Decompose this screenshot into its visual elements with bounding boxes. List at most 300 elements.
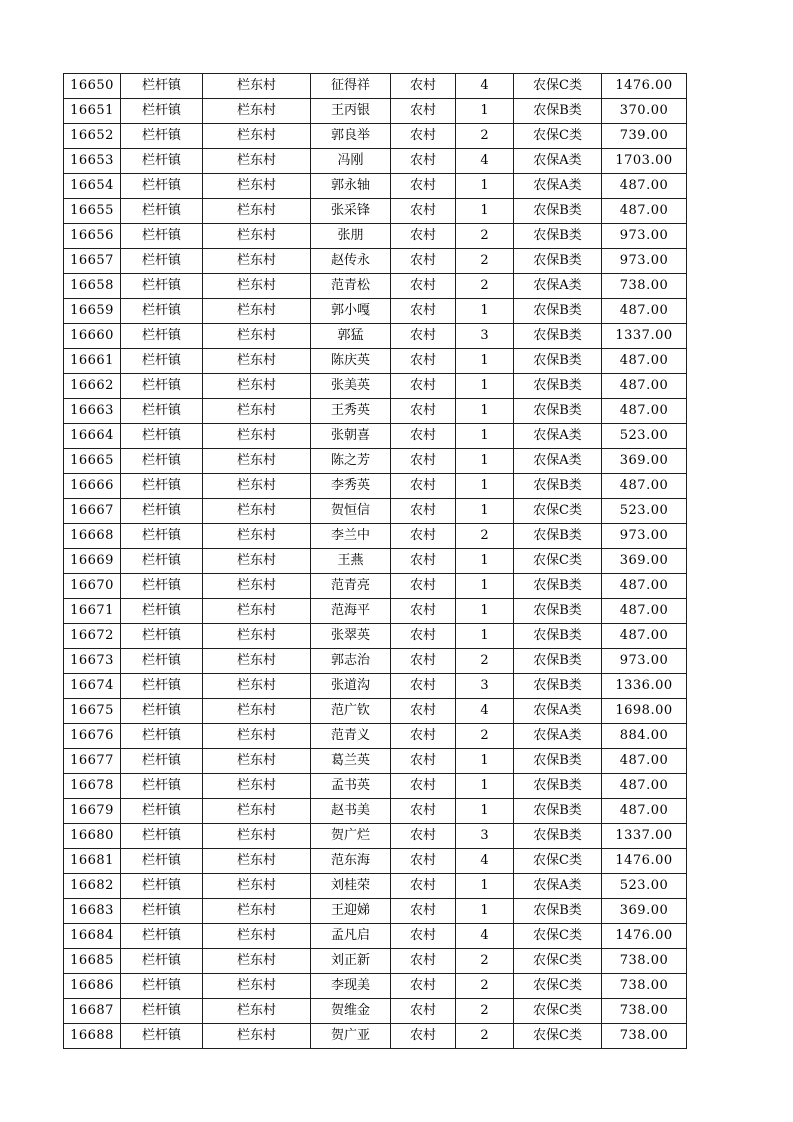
cell-village: 栏东村	[203, 124, 311, 149]
cell-person-count: 1	[456, 574, 514, 599]
cell-insurance-class: 农保B类	[514, 399, 602, 424]
table-row	[64, 374, 687, 399]
cell-town: 栏杆镇	[121, 549, 203, 574]
cell-residence-type: 农村	[391, 749, 456, 774]
cell-town: 栏杆镇	[121, 599, 203, 624]
cell-village: 栏东村	[203, 824, 311, 849]
cell-person-name: 王丙银	[311, 99, 391, 124]
cell-residence-type: 农村	[391, 249, 456, 274]
cell-town: 栏杆镇	[121, 899, 203, 924]
cell-town: 栏杆镇	[121, 349, 203, 374]
cell-residence-type: 农村	[391, 499, 456, 524]
cell-id: 16660	[64, 324, 121, 349]
cell-insurance-class: 农保A类	[514, 274, 602, 299]
cell-person-count: 1	[456, 549, 514, 574]
cell-village: 栏东村	[203, 149, 311, 174]
cell-person-count: 2	[456, 649, 514, 674]
cell-person-name: 陈之芳	[311, 449, 391, 474]
cell-person-name: 葛兰英	[311, 749, 391, 774]
cell-amount: 523.00	[602, 499, 687, 524]
cell-person-count: 1	[456, 499, 514, 524]
cell-town: 栏杆镇	[121, 824, 203, 849]
cell-person-name: 郭志治	[311, 649, 391, 674]
cell-town: 栏杆镇	[121, 124, 203, 149]
cell-residence-type: 农村	[391, 99, 456, 124]
cell-village: 栏东村	[203, 499, 311, 524]
cell-id: 16669	[64, 549, 121, 574]
cell-amount: 487.00	[602, 474, 687, 499]
cell-person-name: 刘正新	[311, 949, 391, 974]
table-row	[64, 324, 687, 349]
cell-person-name: 赵传永	[311, 249, 391, 274]
cell-residence-type: 农村	[391, 849, 456, 874]
cell-id: 16668	[64, 524, 121, 549]
cell-person-count: 2	[456, 724, 514, 749]
cell-amount: 369.00	[602, 449, 687, 474]
cell-person-count: 3	[456, 324, 514, 349]
cell-village: 栏东村	[203, 274, 311, 299]
table-row	[64, 649, 687, 674]
cell-amount: 487.00	[602, 574, 687, 599]
cell-insurance-class: 农保B类	[514, 824, 602, 849]
subsidy-table	[63, 73, 687, 1049]
cell-insurance-class: 农保C类	[514, 1024, 602, 1049]
cell-residence-type: 农村	[391, 674, 456, 699]
cell-residence-type: 农村	[391, 624, 456, 649]
table-row	[64, 399, 687, 424]
cell-id: 16665	[64, 449, 121, 474]
cell-id: 16688	[64, 1024, 121, 1049]
cell-person-count: 2	[456, 249, 514, 274]
cell-person-name: 张采锋	[311, 199, 391, 224]
cell-amount: 523.00	[602, 424, 687, 449]
cell-insurance-class: 农保B类	[514, 624, 602, 649]
cell-village: 栏东村	[203, 874, 311, 899]
cell-person-name: 范海平	[311, 599, 391, 624]
table-row	[64, 874, 687, 899]
cell-amount: 1476.00	[602, 924, 687, 949]
cell-amount: 369.00	[602, 899, 687, 924]
cell-town: 栏杆镇	[121, 924, 203, 949]
cell-id: 16673	[64, 649, 121, 674]
table-row	[64, 849, 687, 874]
cell-person-count: 1	[456, 399, 514, 424]
cell-amount: 487.00	[602, 624, 687, 649]
cell-insurance-class: 农保A类	[514, 874, 602, 899]
cell-id: 16687	[64, 999, 121, 1024]
cell-village: 栏东村	[203, 524, 311, 549]
cell-person-count: 1	[456, 174, 514, 199]
table-row	[64, 349, 687, 374]
cell-id: 16667	[64, 499, 121, 524]
cell-village: 栏东村	[203, 174, 311, 199]
cell-insurance-class: 农保A类	[514, 424, 602, 449]
cell-insurance-class: 农保B类	[514, 574, 602, 599]
cell-residence-type: 农村	[391, 474, 456, 499]
cell-person-count: 2	[456, 524, 514, 549]
cell-insurance-class: 农保A类	[514, 699, 602, 724]
cell-person-count: 2	[456, 1024, 514, 1049]
cell-insurance-class: 农保C类	[514, 974, 602, 999]
cell-id: 16661	[64, 349, 121, 374]
cell-town: 栏杆镇	[121, 299, 203, 324]
cell-town: 栏杆镇	[121, 149, 203, 174]
cell-village: 栏东村	[203, 649, 311, 674]
cell-insurance-class: 农保A类	[514, 149, 602, 174]
cell-id: 16675	[64, 699, 121, 724]
cell-town: 栏杆镇	[121, 449, 203, 474]
cell-amount: 487.00	[602, 599, 687, 624]
cell-residence-type: 农村	[391, 274, 456, 299]
cell-insurance-class: 农保B类	[514, 799, 602, 824]
cell-person-count: 1	[456, 899, 514, 924]
table-row	[64, 774, 687, 799]
cell-residence-type: 农村	[391, 449, 456, 474]
cell-amount: 523.00	[602, 874, 687, 899]
cell-town: 栏杆镇	[121, 524, 203, 549]
cell-id: 16663	[64, 399, 121, 424]
cell-town: 栏杆镇	[121, 174, 203, 199]
cell-amount: 487.00	[602, 799, 687, 824]
cell-insurance-class: 农保A类	[514, 449, 602, 474]
cell-insurance-class: 农保C类	[514, 499, 602, 524]
cell-residence-type: 农村	[391, 199, 456, 224]
cell-person-name: 郭小嘎	[311, 299, 391, 324]
cell-residence-type: 农村	[391, 824, 456, 849]
cell-person-name: 范青义	[311, 724, 391, 749]
table-row	[64, 624, 687, 649]
cell-id: 16683	[64, 899, 121, 924]
cell-person-name: 王燕	[311, 549, 391, 574]
cell-residence-type: 农村	[391, 149, 456, 174]
cell-town: 栏杆镇	[121, 374, 203, 399]
cell-person-name: 张翠英	[311, 624, 391, 649]
cell-person-count: 2	[456, 224, 514, 249]
cell-amount: 738.00	[602, 274, 687, 299]
cell-residence-type: 农村	[391, 399, 456, 424]
cell-town: 栏杆镇	[121, 249, 203, 274]
cell-amount: 1336.00	[602, 674, 687, 699]
table-row	[64, 499, 687, 524]
cell-person-count: 1	[456, 299, 514, 324]
cell-amount: 487.00	[602, 199, 687, 224]
cell-insurance-class: 农保B类	[514, 674, 602, 699]
cell-person-name: 张道沟	[311, 674, 391, 699]
cell-person-count: 1	[456, 349, 514, 374]
cell-insurance-class: 农保B类	[514, 774, 602, 799]
table-row	[64, 699, 687, 724]
table-row	[64, 924, 687, 949]
cell-amount: 1337.00	[602, 824, 687, 849]
cell-residence-type: 农村	[391, 324, 456, 349]
cell-town: 栏杆镇	[121, 1024, 203, 1049]
table-row	[64, 199, 687, 224]
cell-insurance-class: 农保B类	[514, 249, 602, 274]
cell-residence-type: 农村	[391, 599, 456, 624]
cell-village: 栏东村	[203, 299, 311, 324]
cell-id: 16651	[64, 99, 121, 124]
cell-person-name: 王迎娣	[311, 899, 391, 924]
cell-amount: 487.00	[602, 299, 687, 324]
cell-residence-type: 农村	[391, 649, 456, 674]
cell-person-name: 贺维金	[311, 999, 391, 1024]
cell-insurance-class: 农保A类	[514, 174, 602, 199]
table-row	[64, 724, 687, 749]
cell-id: 16680	[64, 824, 121, 849]
table-row	[64, 174, 687, 199]
cell-village: 栏东村	[203, 224, 311, 249]
cell-amount: 1476.00	[602, 74, 687, 99]
cell-person-name: 范青亮	[311, 574, 391, 599]
cell-residence-type: 农村	[391, 124, 456, 149]
cell-insurance-class: 农保B类	[514, 899, 602, 924]
cell-town: 栏杆镇	[121, 949, 203, 974]
cell-person-count: 1	[456, 374, 514, 399]
cell-person-count: 1	[456, 449, 514, 474]
cell-id: 16677	[64, 749, 121, 774]
cell-village: 栏东村	[203, 674, 311, 699]
table-row	[64, 899, 687, 924]
table-row	[64, 974, 687, 999]
cell-person-name: 冯刚	[311, 149, 391, 174]
cell-amount: 487.00	[602, 174, 687, 199]
cell-town: 栏杆镇	[121, 749, 203, 774]
cell-insurance-class: 农保B类	[514, 324, 602, 349]
cell-village: 栏东村	[203, 624, 311, 649]
cell-village: 栏东村	[203, 724, 311, 749]
cell-person-count: 1	[456, 99, 514, 124]
cell-insurance-class: 农保C类	[514, 849, 602, 874]
table-row	[64, 824, 687, 849]
cell-residence-type: 农村	[391, 899, 456, 924]
cell-village: 栏东村	[203, 449, 311, 474]
cell-person-count: 1	[456, 624, 514, 649]
cell-insurance-class: 农保B类	[514, 524, 602, 549]
table-row	[64, 549, 687, 574]
cell-person-count: 4	[456, 74, 514, 99]
cell-residence-type: 农村	[391, 1024, 456, 1049]
cell-id: 16655	[64, 199, 121, 224]
cell-person-name: 范青松	[311, 274, 391, 299]
cell-town: 栏杆镇	[121, 724, 203, 749]
cell-person-name: 贺恒信	[311, 499, 391, 524]
cell-amount: 738.00	[602, 1024, 687, 1049]
cell-town: 栏杆镇	[121, 274, 203, 299]
cell-person-name: 李秀英	[311, 474, 391, 499]
table-row	[64, 274, 687, 299]
cell-insurance-class: 农保C类	[514, 124, 602, 149]
cell-insurance-class: 农保B类	[514, 749, 602, 774]
cell-person-count: 2	[456, 124, 514, 149]
cell-insurance-class: 农保C类	[514, 999, 602, 1024]
cell-person-count: 1	[456, 874, 514, 899]
cell-amount: 1337.00	[602, 324, 687, 349]
cell-person-count: 2	[456, 974, 514, 999]
cell-town: 栏杆镇	[121, 99, 203, 124]
cell-residence-type: 农村	[391, 924, 456, 949]
cell-person-count: 1	[456, 749, 514, 774]
cell-town: 栏杆镇	[121, 424, 203, 449]
cell-amount: 370.00	[602, 99, 687, 124]
cell-village: 栏东村	[203, 249, 311, 274]
cell-amount: 487.00	[602, 749, 687, 774]
cell-person-count: 1	[456, 424, 514, 449]
cell-residence-type: 农村	[391, 724, 456, 749]
cell-id: 16685	[64, 949, 121, 974]
cell-amount: 487.00	[602, 774, 687, 799]
cell-insurance-class: 农保B类	[514, 599, 602, 624]
cell-village: 栏东村	[203, 849, 311, 874]
cell-village: 栏东村	[203, 574, 311, 599]
cell-amount: 1476.00	[602, 849, 687, 874]
cell-village: 栏东村	[203, 374, 311, 399]
cell-amount: 1698.00	[602, 699, 687, 724]
cell-person-count: 3	[456, 674, 514, 699]
table-row	[64, 449, 687, 474]
cell-insurance-class: 农保C类	[514, 949, 602, 974]
table-row	[64, 74, 687, 99]
cell-person-count: 3	[456, 824, 514, 849]
cell-amount: 369.00	[602, 549, 687, 574]
cell-town: 栏杆镇	[121, 999, 203, 1024]
cell-amount: 1703.00	[602, 149, 687, 174]
table-row	[64, 674, 687, 699]
cell-residence-type: 农村	[391, 774, 456, 799]
cell-amount: 973.00	[602, 524, 687, 549]
cell-id: 16670	[64, 574, 121, 599]
cell-residence-type: 农村	[391, 874, 456, 899]
cell-person-name: 征得祥	[311, 74, 391, 99]
cell-village: 栏东村	[203, 199, 311, 224]
cell-id: 16679	[64, 799, 121, 824]
cell-residence-type: 农村	[391, 374, 456, 399]
cell-id: 16666	[64, 474, 121, 499]
cell-id: 16656	[64, 224, 121, 249]
cell-amount: 973.00	[602, 224, 687, 249]
cell-insurance-class: 农保B类	[514, 299, 602, 324]
cell-town: 栏杆镇	[121, 74, 203, 99]
cell-residence-type: 农村	[391, 974, 456, 999]
cell-insurance-class: 农保C类	[514, 924, 602, 949]
cell-village: 栏东村	[203, 799, 311, 824]
cell-person-name: 刘桂荣	[311, 874, 391, 899]
cell-id: 16678	[64, 774, 121, 799]
cell-town: 栏杆镇	[121, 224, 203, 249]
cell-insurance-class: 农保B类	[514, 224, 602, 249]
cell-village: 栏东村	[203, 949, 311, 974]
cell-village: 栏东村	[203, 1024, 311, 1049]
cell-residence-type: 农村	[391, 524, 456, 549]
cell-town: 栏杆镇	[121, 874, 203, 899]
cell-insurance-class: 农保B类	[514, 199, 602, 224]
cell-amount: 738.00	[602, 999, 687, 1024]
cell-town: 栏杆镇	[121, 974, 203, 999]
cell-person-name: 李兰中	[311, 524, 391, 549]
cell-town: 栏杆镇	[121, 649, 203, 674]
cell-person-name: 范广钦	[311, 699, 391, 724]
cell-insurance-class: 农保B类	[514, 474, 602, 499]
cell-village: 栏东村	[203, 99, 311, 124]
cell-person-name: 郭良举	[311, 124, 391, 149]
cell-village: 栏东村	[203, 924, 311, 949]
cell-person-count: 1	[456, 774, 514, 799]
table-row	[64, 224, 687, 249]
cell-residence-type: 农村	[391, 174, 456, 199]
cell-town: 栏杆镇	[121, 574, 203, 599]
table-row	[64, 799, 687, 824]
cell-town: 栏杆镇	[121, 799, 203, 824]
cell-id: 16653	[64, 149, 121, 174]
cell-person-count: 4	[456, 924, 514, 949]
cell-person-name: 王秀英	[311, 399, 391, 424]
cell-town: 栏杆镇	[121, 399, 203, 424]
cell-village: 栏东村	[203, 399, 311, 424]
cell-person-name: 范东海	[311, 849, 391, 874]
table-row	[64, 99, 687, 124]
cell-person-count: 1	[456, 799, 514, 824]
table-row	[64, 424, 687, 449]
cell-town: 栏杆镇	[121, 474, 203, 499]
cell-village: 栏东村	[203, 599, 311, 624]
cell-id: 16659	[64, 299, 121, 324]
table-row	[64, 524, 687, 549]
cell-town: 栏杆镇	[121, 849, 203, 874]
cell-amount: 487.00	[602, 374, 687, 399]
cell-village: 栏东村	[203, 999, 311, 1024]
cell-residence-type: 农村	[391, 224, 456, 249]
cell-village: 栏东村	[203, 74, 311, 99]
cell-village: 栏东村	[203, 974, 311, 999]
cell-village: 栏东村	[203, 899, 311, 924]
cell-insurance-class: 农保B类	[514, 349, 602, 374]
cell-person-count: 4	[456, 699, 514, 724]
cell-person-count: 1	[456, 199, 514, 224]
cell-person-name: 贺广烂	[311, 824, 391, 849]
cell-residence-type: 农村	[391, 549, 456, 574]
table-row	[64, 999, 687, 1024]
cell-person-name: 郭猛	[311, 324, 391, 349]
cell-town: 栏杆镇	[121, 499, 203, 524]
cell-town: 栏杆镇	[121, 674, 203, 699]
cell-village: 栏东村	[203, 424, 311, 449]
cell-person-count: 4	[456, 149, 514, 174]
cell-amount: 738.00	[602, 974, 687, 999]
cell-town: 栏杆镇	[121, 774, 203, 799]
cell-person-name: 郭永轴	[311, 174, 391, 199]
table-row	[64, 1024, 687, 1049]
cell-person-count: 2	[456, 274, 514, 299]
cell-id: 16662	[64, 374, 121, 399]
table-row	[64, 149, 687, 174]
cell-village: 栏东村	[203, 699, 311, 724]
cell-residence-type: 农村	[391, 699, 456, 724]
table-row	[64, 124, 687, 149]
cell-id: 16658	[64, 274, 121, 299]
cell-insurance-class: 农保B类	[514, 374, 602, 399]
cell-village: 栏东村	[203, 324, 311, 349]
cell-person-count: 1	[456, 474, 514, 499]
cell-amount: 487.00	[602, 399, 687, 424]
cell-town: 栏杆镇	[121, 699, 203, 724]
cell-residence-type: 农村	[391, 799, 456, 824]
cell-person-name: 张朋	[311, 224, 391, 249]
cell-insurance-class: 农保A类	[514, 724, 602, 749]
table-body	[64, 74, 687, 1049]
cell-residence-type: 农村	[391, 574, 456, 599]
table-row	[64, 599, 687, 624]
cell-id: 16686	[64, 974, 121, 999]
cell-id: 16681	[64, 849, 121, 874]
